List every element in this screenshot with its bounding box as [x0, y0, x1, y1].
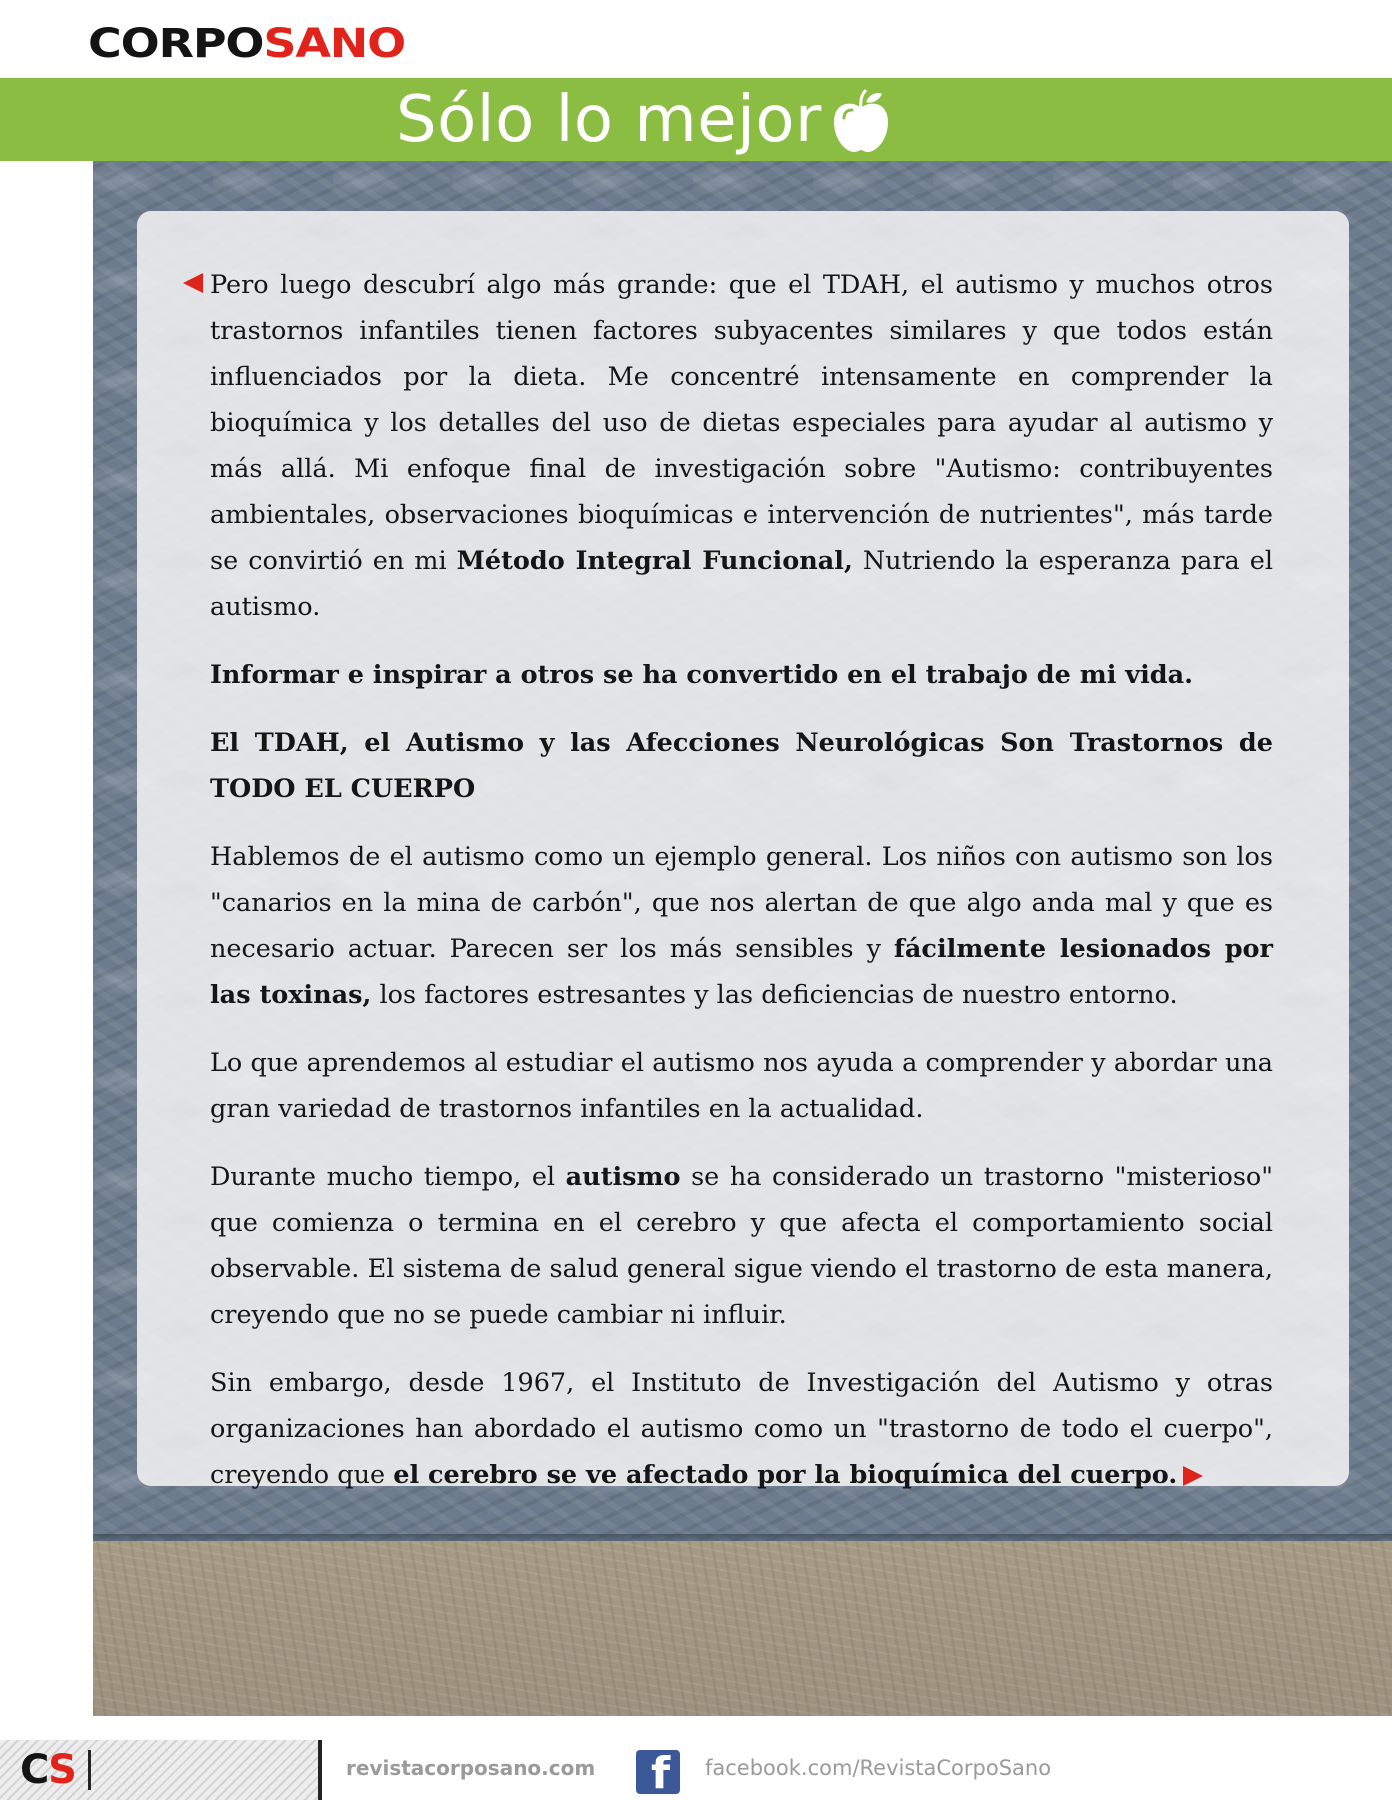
article-body [210, 262, 1273, 1520]
paragraph-7: Sin embargo, desde 1967, el Instituto de Investigación del Autismo y otras organizaciones han abordado el autismo como un "trastorno de todo el cuerpo", creyendo que el cerebro se ve afectado por la bioquímica del cuerpo. [210, 1368, 1273, 1490]
paragraph-1: Pero luego descubrí algo más grande: que el TDAH, el autismo y muchos otros trastornos infantiles tienen factores subyacentes similares y que todos están influenciados por la dieta. Me concentré intensamente en comprender la bioquímica y los detalles del uso de dietas especiales para ayudar al autismo y más allá. Mi enfoque final de investigación sobre "Autismo: contribuyentes ambientales, observaciones bioquímicas e intervención de nutrientes", más tarde se convirtió en mi Método Integral Funcional, Nutriendo la esperanza para el autismo. [210, 270, 1273, 622]
facebook-link[interactable]: facebook.com/RevistaCorpoSano [705, 1756, 1052, 1780]
logo-part-corpo: CORPO [88, 21, 264, 67]
paragraph-6: Durante mucho tiempo, el autismo se ha considerado un trastorno "misterioso" que comienza o termina en el cerebro y que afecta el comportamiento social observable. El sistema de salud general sigue viendo el trastorno de esta manera, creyendo que no se puede cambiar ni influir. [210, 1162, 1273, 1330]
paragraph-4: Hablemos de el autismo como un ejemplo general. Los niños con autismo son los "canarios en la mina de carbón", que nos alertan de que algo anda mal y que es necesario actuar. Parecen ser los más sensibles y fácilmente lesionados por las toxinas, los factores estresantes y las deficiencias de nuestro entorno. [210, 842, 1273, 1010]
website-link[interactable]: revistacorposano.com [346, 1756, 596, 1780]
logo-part-sano: SANO [263, 21, 406, 67]
corposano-logo [88, 20, 405, 68]
red-triangle-left-icon [183, 273, 203, 293]
footer-cs-logo: CS [20, 1747, 75, 1793]
subheading: El TDAH, el Autismo y las Afecciones Neurológicas Son Trastornos de TODO EL CUERPO [210, 728, 1273, 804]
paragraph-5: Lo que aprendemos al estudiar el autismo nos ayuda a comprender y abordar una gran variedad de trastornos infantiles en la actualidad. [210, 1048, 1273, 1124]
paragraph-2: Informar e inspirar a otros se ha convertido en el trabajo de mi vida. [210, 660, 1194, 690]
footer-divider [88, 1750, 91, 1790]
facebook-icon[interactable]: f [636, 1750, 680, 1794]
apple-icon [830, 88, 892, 154]
section-title: Sólo lo mejor [396, 83, 822, 157]
footer-divider [318, 1740, 322, 1800]
ground-strip [93, 1541, 1392, 1716]
red-triangle-right-icon [1183, 1466, 1203, 1486]
footer [0, 1740, 1392, 1800]
